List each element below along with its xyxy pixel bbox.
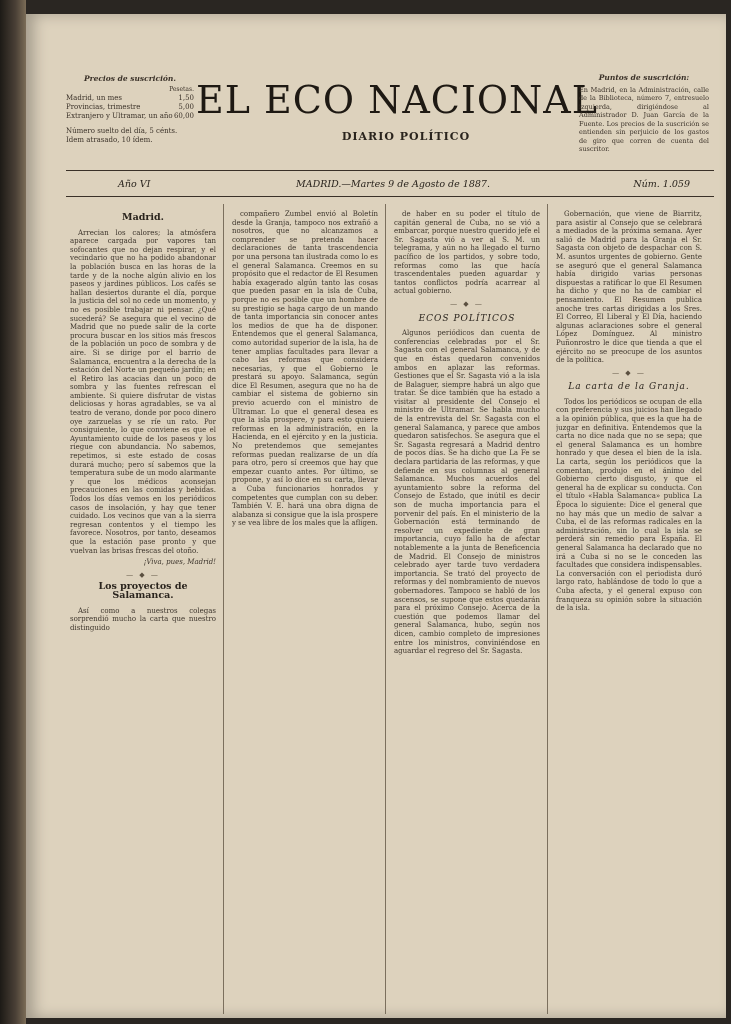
price-value: 1,50 <box>178 94 194 102</box>
article-body: de haber en su poder el título de capitán general de Cuba, no se vió a embarcar, porque nuestro querido jefe el Sr. Sagasta vió a ver al S. M. un telegrama, y aún no ha llegado el turno pacífico de los partidos, y sobre todo, reformas como las que hacía trascendentales pueden aguardar y tantos conflictos podría acarrear al actual gobierno. <box>394 210 540 296</box>
article-body: Gobernación, que viene de Biarritz, para asistir al Consejo que se celebrará a mediados de la próxima semana. Ayer salió de Madrid para la Granja el Sr. Sagasta con objeto de despachar con S. M. asuntos urgentes de gobierno. Gente se aseguró que el general Salamanca había dirigido varias personas dispuestas a ratificar lo que El Resumen ha dicho y que no ha de cambiar el pensamiento. El Resumen publica anoche tres cartas dirigidas a los Sres. El Correo, El Liberal y El Día, haciendo algunas aclaraciones sobre el general López Domínguez. Al ministro Puñonrostro le dice que tienda a que el ejército no se preocupe de los asuntos de la política. <box>556 210 702 365</box>
dateline-rule <box>66 196 714 197</box>
article-heading-carta: La carta de la Granja. <box>568 382 690 393</box>
ornament-divider: — ◆ — <box>450 299 484 308</box>
book-spine <box>0 0 26 1024</box>
price-value: 60,00 <box>173 112 194 120</box>
price-row <box>66 103 194 112</box>
column-divider <box>223 204 224 1014</box>
subscription-points-box <box>579 74 709 154</box>
article-body: Arrecian los calores; la atmósfera aparece cargada por vapores tan sofocantes que no dejan respirar, y el vecindario que no ha podido abandonar la población busca en las horas de la tarde y de la noche algún alivio en los paseos y jardines públicos. Los cafés se hallan desiertos durante el día, porque la justicia del sol no cede un momento, y no es posible trabajar ni pensar. ¿Qué sucederá? Se asegura que el vecino de Madrid que no puede salir de la corte procura buscar en los sitios más frescos de la población un poco de sombra y de aire. Si se dirige por el barrio de Salamanca, encuentra a la derecha de la estación del Norte un pequeño jardín; en el Retiro las acacias dan un poco de sombra y las fuentes refrescan el ambiente. Si quiere disfrutar de vistas deliciosas y horas agradables, se va al teatro de verano, donde por poco dinero oye zarzuelas y se ríe un rato. Por consiguiente, lo que conviene es que el Ayuntamiento cuide de los paseos y los riegue con abundancia. No sabemos, repetimos, si este estado de cosas durará mucho; pero sí sabemos que la temperatura sube de un modo alarmante y que los médicos aconsejan precauciones en las comidas y bebidas. Todos los días vemos en los periódicos casos de insolación, y hay que tener cuidado. Los vecinos que van a la sierra regresan contentos y el tiempo les favorece. Nosotros, por tanto, deseamos que la estación pase pronto y que vuelvan las brisas frescas del otoño. <box>70 228 216 555</box>
masthead-title: EL ECO NACIONAL <box>196 78 598 122</box>
pesetas-label: Pesetas. <box>169 86 194 93</box>
header-rule <box>66 170 714 171</box>
subscription-prices-title: Precios de suscrición. <box>84 74 176 83</box>
ornament-divider: — ◆ — <box>126 570 160 579</box>
column-divider <box>385 204 386 1014</box>
column-2 <box>232 210 378 1010</box>
price-row <box>66 94 194 103</box>
issue-number: Núm. 1.059 <box>633 179 690 190</box>
subscription-points-title: Puntos de suscrición: <box>598 73 690 82</box>
column-4 <box>556 210 702 1010</box>
newspaper-page <box>26 14 726 1018</box>
volume-year: Año VI <box>118 179 151 190</box>
article-body: Así como a nuestros colegas sorprendió mucho la carta que nuestro distinguido <box>70 606 216 632</box>
ornament-divider: — ◆ — <box>612 368 646 377</box>
subscription-points-text: En Madrid, en la Administración, calle de la Biblioteca, número 7, entresuelo izquierda, dirigiéndose al Administrador D. Juan García de la Fuente. Los precios de la suscrición se entienden sin perjuicio de los gastos de giro que corren de cuenta del suscritor. <box>579 85 709 153</box>
section-heading-ecos: ECOS POLÍTICOS <box>418 313 516 324</box>
article-heading-proyectos: Los proyectos de Salamanca. <box>98 581 188 601</box>
article-body: Todos los periódicos se ocupan de ella con preferencia y sus juicios han llegado a la opinión pública, que es la que ha de juzgar en definitiva. Entendemos que la carta no dice nada que no se sepa; que el general Salamanca es un hombre honrado y que desea el bien de la isla. La carta, según los periódicos que la comentan, produjo en el ánimo del Gobierno cierto disgusto, y que el general ha de explicar su conducta. Con el título «Habla Salamanca» publica La Época lo siguiente: Dice el general que no hay más que un medio de salvar a Cuba, el de las reformas radicales en la administración, sin lo cual la isla se perderá sin remedio para España. El general Salamanca ha declarado que no irá a Cuba si no se le conceden las facultades que considera indispensables. La conversación con el periodista duró largo rato, hablándose de todo lo que a Cuba afecta, y el general expuso con franqueza su opinión sobre la situación de la isla. <box>556 397 702 613</box>
price-value: 5,00 <box>178 103 194 111</box>
issue-date: MADRID.—Martes 9 de Agosto de 1887. <box>296 179 490 190</box>
price-label: Madrid, un mes <box>66 94 122 102</box>
article-closing: ¡Viva, pues, Madrid! <box>143 558 216 567</box>
dateline <box>66 174 714 194</box>
article-heading-madrid: Madrid. <box>122 212 164 223</box>
column-divider <box>547 204 548 1014</box>
subscription-prices-box <box>66 74 194 145</box>
column-3 <box>394 210 540 1010</box>
price-label: Extranjero y Ultramar, un año <box>66 112 173 120</box>
price-row <box>66 112 194 121</box>
article-body: Algunos periódicos dan cuenta de conferencias celebradas por el Sr. Sagasta con el general Salamanca, y de que en éstas quedaron convenidos ambos en aplazar las reformas. Gestiones que el Sr. Sagasta vió a la isla de Balaguer, siempre habrá un algo que tratar. Se dice también que ha estado a visitar al presidente del Consejo el ministro de Ultramar. Se habla mucho de la entrevista del Sr. Sagasta con el general Salamanca, y parece que ambos quedaron satisfechos. Se asegura que el Sr. Sagasta regresará a Madrid dentro de pocos días. Se ha dicho que La Fe se declara partidaria de las reformas, y que defiende en sus columnas al general Salamanca. Muchos acuerdos del ayuntamiento sobre la reforma del Consejo de Estado, que inútil es decir son de mucha importancia para el porvenir del país. En el ministerio de la Gobernación está terminando de resolver un expediente de gran importancia, cuyo fallo ha de afectar notablemente a la junta de Beneficencia de Madrid. El Consejo de ministros celebrado ayer tarde tuvo verdadera importancia. Se trató del proyecto de reformas y del nombramiento de nuevos gobernadores. Tampoco se habló de los ascensos, se supone que estos quedarán para el próximo Consejo. Acerca de la cuestión que podemos llamar del general Salamanca, hubo, según nos dicen, cambio completo de impresiones entre los ministros, conviniéndose en aguardar el regreso del Sr. Sagasta. <box>394 329 540 656</box>
column-1 <box>70 210 216 1010</box>
article-body: compañero Zumbel envió al Boletín desde la Granja, tampoco nos extrañó a nosotros, que no alcanzamos a comprender se pretenda hacer declaraciones de tanta trascendencia por una persona tan ilustrada como lo es el general Salamanca. Creemos en su propósito que el redactor de El Resumen había exagerado algún tanto las cosas que pueden pasar en la isla de Cuba, porque no es posible que un hombre de su prestigio se haga cargo de un mando de tanta importancia sin conocer antes los medios de que ha de disponer. Entendemos que el general Salamanca, como autoridad superior de la isla, ha de tener amplias facultades para llevar a cabo las reformas que considera necesarias, y que el Gobierno le prestará su apoyo. Salamanca, según dice El Resumen, asegura que no ha de cambiar el sistema de gobierno sin previo acuerdo con el ministro de Ultramar. Lo que el general desea es que la isla prospere, y para esto quiere reformas en la administración, en la Hacienda, en el ejército y en la justicia. No pretendemos que semejantes reformas puedan realizarse de un día para otro, pero sí creemos que hay que empezar cuanto antes. Por último, se propone, y así lo dice en su carta, llevar a Cuba funcionarios honrados y competentes que cumplan con su deber. También V. E. hará una obra digna de alabanza si consigue que la isla prospere y se vea libre de los males que la afligen. <box>232 210 378 528</box>
masthead-subtitle: DIARIO POLÍTICO <box>341 130 471 143</box>
single-copy-note: Número suelto del día, 5 cénts. Idem atrasado, 10 ídem. <box>66 127 178 144</box>
price-label: Provincias, trimestre <box>66 103 141 111</box>
